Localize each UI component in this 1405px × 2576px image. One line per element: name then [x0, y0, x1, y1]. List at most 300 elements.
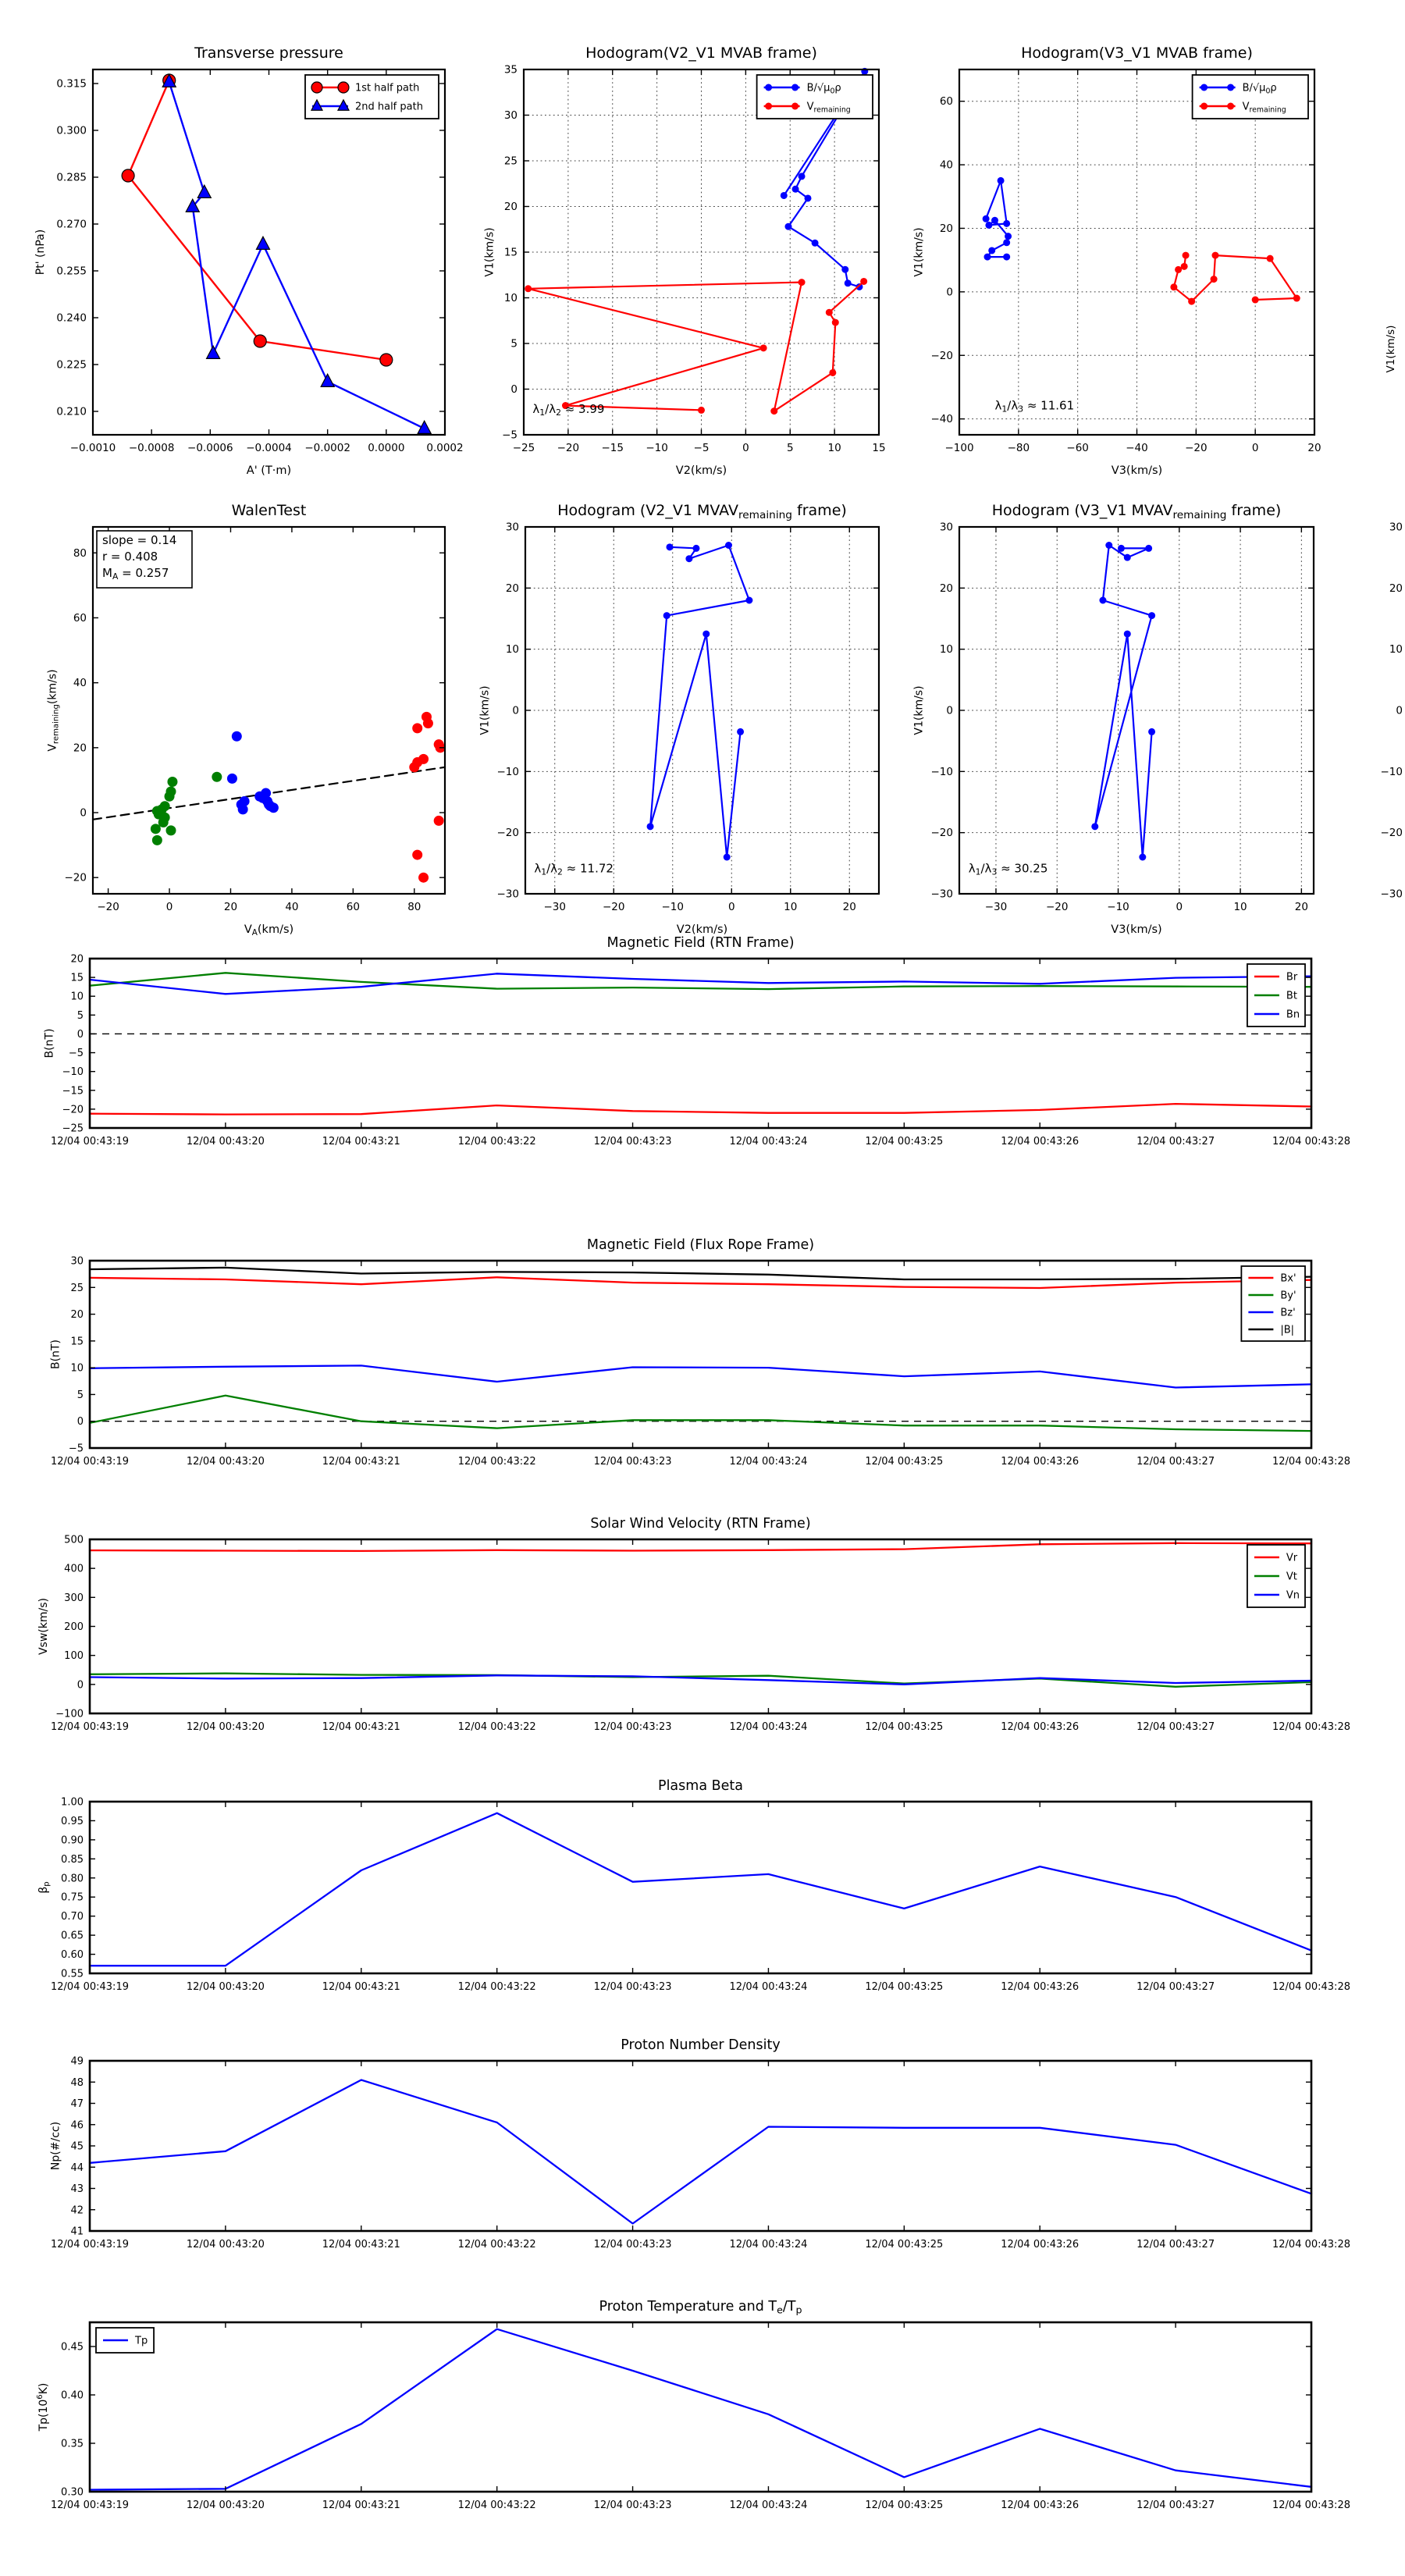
edge-y-tick-label: 30 — [1389, 521, 1403, 534]
y-tick-label: 0 — [512, 704, 519, 717]
x-tick-label: −80 — [1007, 442, 1030, 454]
point-marker — [338, 82, 349, 93]
y-tick-label: 0.60 — [61, 1949, 84, 1962]
x-tick-label: −5 — [693, 442, 710, 454]
y-tick-label: 20 — [70, 953, 84, 966]
x-tick-label: −0.0010 — [69, 442, 116, 454]
y-tick-label: 0 — [80, 806, 87, 820]
y-tick-label: 40 — [73, 677, 87, 690]
y-tick-label: 0.90 — [61, 1834, 84, 1847]
point-marker — [380, 354, 393, 366]
x-tick-label: 12/04 00:43:23 — [593, 1136, 672, 1147]
x-tick-label: 12/04 00:43:28 — [1272, 1136, 1350, 1147]
triangle-marker — [197, 185, 211, 197]
point-marker — [1124, 554, 1131, 561]
x-axis-label: $V_A(km/s)$ — [244, 923, 294, 938]
point-marker — [724, 854, 731, 861]
x-tick-label: 12/04 00:43:21 — [322, 1981, 400, 1993]
series-vt — [90, 1674, 1311, 1687]
y-tick-label: 30 — [503, 109, 518, 122]
point-marker — [1181, 263, 1188, 270]
x-tick-label: 12/04 00:43:24 — [729, 2500, 808, 2511]
edge-y-tick-label: −20 — [1380, 827, 1403, 840]
point-marker — [812, 240, 819, 247]
y-axis-label: Pt' (nPa) — [34, 229, 47, 276]
x-tick-label: 12/04 00:43:19 — [51, 1981, 129, 1993]
y-axis-label: B(nT) — [49, 1340, 62, 1369]
x-tick-label: 12/04 00:43:25 — [865, 1981, 944, 1993]
y-tick-label: 0.210 — [56, 405, 87, 418]
x-tick-label: −100 — [944, 442, 974, 454]
series-v-path — [647, 542, 753, 861]
x-tick-label: −30 — [543, 901, 566, 913]
y-axis-label: $\beta_p$ — [37, 1881, 52, 1894]
y-tick-label: 44 — [70, 2161, 84, 2174]
series-2nd-half-path — [162, 74, 431, 433]
y-tick-label: −30 — [930, 888, 953, 901]
x-tick-label: 12/04 00:43:27 — [1136, 1721, 1215, 1733]
y-tick-label: 0.270 — [56, 218, 87, 231]
x-tick-label: 0.0000 — [368, 442, 405, 454]
x-tick-label: 12/04 00:43:22 — [457, 1721, 536, 1733]
cropped-fourth-column-artifacts — [1381, 326, 1403, 901]
x-tick-label: 12/04 00:43:19 — [51, 1456, 129, 1468]
y-tick-label: 0 — [510, 383, 518, 396]
edge-y-tick-label: 0 — [1396, 704, 1403, 717]
y-tick-label: 46 — [70, 2119, 84, 2132]
y-tick-label: 30 — [939, 521, 953, 534]
y-tick-label: 0.55 — [61, 1968, 84, 1980]
y-tick-label: 47 — [70, 2098, 84, 2110]
x-tick-label: −0.0006 — [187, 442, 233, 454]
y-axis-label: $Tp(10^6K)$ — [35, 2382, 50, 2432]
y-tick-label: 20 — [505, 582, 519, 595]
point-marker — [760, 344, 767, 351]
y-axis-label: Vsw(km/s) — [37, 1597, 50, 1656]
legend-label: By' — [1280, 1290, 1297, 1302]
y-tick-label: 400 — [64, 1563, 84, 1575]
x-tick-label: 0 — [1251, 442, 1259, 454]
x-tick-label: 12/04 00:43:28 — [1272, 2500, 1350, 2511]
point-marker — [829, 369, 836, 376]
axes-frame — [90, 1539, 1311, 1713]
point-marker — [1003, 220, 1010, 227]
x-tick-label: 12/04 00:43:28 — [1272, 1721, 1350, 1733]
y-tick-label: 20 — [939, 222, 953, 235]
point-marker — [232, 731, 242, 742]
stats-line: slope = 0.14 — [102, 533, 177, 547]
y-tick-label: −5 — [502, 429, 518, 442]
x-tick-label: 12/04 00:43:26 — [1001, 2239, 1080, 2250]
y-tick-label: 80 — [73, 546, 87, 560]
y-tick-label: 43 — [70, 2183, 84, 2195]
point-marker — [1005, 233, 1012, 240]
x-tick-label: 12/04 00:43:21 — [322, 2239, 400, 2250]
x-tick-label: −40 — [1126, 442, 1148, 454]
x-tick-label: 12/04 00:43:28 — [1272, 2239, 1350, 2250]
y-axis-label: B(nT) — [43, 1028, 56, 1059]
y-tick-label: 0.85 — [61, 1853, 84, 1866]
legend-label: $V_{remaining}$ — [806, 101, 851, 115]
legend — [1247, 1545, 1305, 1607]
y-tick-label: −25 — [62, 1123, 84, 1135]
axes-frame — [90, 959, 1311, 1128]
legend-label: Bt — [1286, 990, 1297, 1002]
triangle-marker — [256, 237, 269, 249]
y-tick-label: 10 — [70, 1362, 84, 1375]
x-tick-label: 12/04 00:43:24 — [729, 1981, 808, 1993]
y-axis-label: V1(km/s) — [912, 685, 926, 735]
point-marker — [418, 754, 429, 764]
point-marker — [167, 777, 177, 787]
point-marker — [269, 802, 279, 813]
point-marker — [784, 223, 791, 230]
x-tick-label: 12/04 00:43:23 — [593, 2500, 672, 2511]
chart-title: Magnetic Field (Flux Rope Frame) — [586, 1237, 815, 1253]
x-tick-label: 12/04 00:43:27 — [1136, 1456, 1215, 1468]
x-tick-label: 12/04 00:43:20 — [186, 1136, 265, 1147]
series-b-0- — [983, 177, 1012, 261]
series--b- — [90, 1268, 1311, 1279]
x-tick-label: 12/04 00:43:25 — [865, 2239, 944, 2250]
x-tick-label: 0.0002 — [426, 442, 464, 454]
y-tick-label: 40 — [939, 158, 953, 172]
point-marker — [647, 823, 654, 830]
x-axis-label: V3(km/s) — [1111, 464, 1163, 477]
y-tick-label: 20 — [503, 201, 518, 213]
legend-label: Bn — [1286, 1009, 1300, 1021]
point-marker — [799, 279, 806, 286]
y-tick-label: 60 — [73, 611, 87, 624]
y-tick-label: 1.00 — [61, 1796, 84, 1809]
axis-ticks — [51, 2056, 1350, 2251]
x-tick-label: −10 — [1107, 901, 1129, 913]
x-tick-label: 40 — [285, 901, 299, 913]
y-tick-label: −15 — [62, 1085, 84, 1098]
x-tick-label: 12/04 00:43:21 — [322, 1456, 400, 1468]
legend — [1193, 75, 1308, 119]
chart-hodogram-v2v1-mvab — [483, 44, 885, 477]
axis-ticks — [51, 954, 1350, 1148]
point-marker — [832, 319, 839, 326]
point-marker — [152, 835, 162, 845]
x-tick-label: 12/04 00:43:20 — [186, 2500, 265, 2511]
edge-y-axis-label: V1(km/s) — [1385, 325, 1397, 373]
legend-label: |B| — [1280, 1324, 1295, 1336]
chart-plasma-beta — [37, 1778, 1350, 1993]
y-tick-label: 10 — [939, 643, 953, 656]
y-axis-label: V1(km/s) — [478, 685, 492, 735]
y-tick-label: 200 — [64, 1621, 84, 1633]
point-marker — [418, 873, 429, 883]
x-tick-label: 12/04 00:43:25 — [865, 1721, 944, 1733]
y-tick-label: 0.65 — [61, 1930, 84, 1942]
legend-label: Vr — [1286, 1552, 1298, 1564]
y-tick-label: 0.70 — [61, 1911, 84, 1923]
x-tick-label: −20 — [1045, 901, 1069, 913]
x-tick-label: 12/04 00:43:19 — [51, 1721, 129, 1733]
y-tick-label: 0.300 — [56, 124, 87, 137]
point-marker — [1200, 103, 1208, 110]
point-marker — [984, 254, 991, 261]
annotation: $\lambda_1/\lambda_2 \approx 11.72$ — [534, 861, 614, 877]
y-tick-label: −30 — [496, 888, 519, 901]
chart-hodogram-v3v1-mvab — [913, 44, 1321, 477]
legend — [1247, 964, 1305, 1026]
x-tick-label: −10 — [661, 901, 684, 913]
point-marker — [1227, 84, 1234, 91]
y-tick-label: 0.95 — [61, 1815, 84, 1827]
y-tick-label: 25 — [70, 1282, 84, 1294]
legend-label: Tp — [135, 2335, 148, 2347]
point-marker — [826, 309, 833, 316]
x-tick-label: 12/04 00:43:25 — [865, 1136, 944, 1147]
point-marker — [240, 796, 250, 806]
chart-mag-field-rtn — [44, 935, 1350, 1147]
x-tick-label: 10 — [784, 901, 798, 913]
y-tick-label: −20 — [62, 1104, 84, 1116]
legend-label: Bz' — [1280, 1307, 1296, 1319]
point-marker — [791, 103, 799, 110]
y-tick-label: 5 — [76, 1389, 84, 1401]
axis-ticks — [497, 521, 880, 914]
point-marker — [792, 186, 799, 193]
point-marker — [765, 103, 772, 110]
chart-title: Transverse pressure — [194, 44, 343, 62]
chart-walen-test — [47, 502, 446, 938]
x-axis-label: V2(km/s) — [676, 923, 728, 936]
x-tick-label: 5 — [786, 442, 794, 454]
point-marker — [781, 192, 788, 199]
x-tick-label: 12/04 00:43:23 — [593, 1721, 672, 1733]
series-v-path — [1091, 542, 1155, 861]
y-tick-label: −100 — [55, 1708, 84, 1720]
x-tick-label: 12/04 00:43:26 — [1001, 2500, 1080, 2511]
x-tick-label: 20 — [1307, 442, 1321, 454]
x-tick-label: −0.0004 — [246, 442, 292, 454]
y-tick-label: 0 — [76, 1028, 84, 1041]
x-tick-label: 12/04 00:43:26 — [1001, 1136, 1080, 1147]
point-marker — [845, 279, 852, 286]
y-tick-label: 41 — [70, 2226, 84, 2238]
edge-y-tick-label: 20 — [1389, 582, 1403, 595]
x-tick-label: 0 — [1176, 901, 1183, 913]
x-tick-label: 12/04 00:43:27 — [1136, 1136, 1215, 1147]
series-beta — [90, 1813, 1311, 1966]
x-tick-label: 12/04 00:43:21 — [322, 1721, 400, 1733]
legend-label: $V_{remaining}$ — [1242, 101, 1286, 115]
point-marker — [1200, 84, 1208, 91]
point-marker — [254, 335, 266, 347]
point-marker — [770, 407, 777, 415]
x-tick-label: 20 — [842, 901, 856, 913]
point-marker — [434, 816, 444, 826]
y-tick-label: −10 — [496, 765, 519, 778]
y-tick-label: 0 — [76, 1679, 84, 1692]
series-br — [90, 1104, 1311, 1115]
y-tick-label: 30 — [70, 1255, 84, 1268]
y-tick-label: 15 — [70, 972, 84, 984]
y-tick-label: 60 — [939, 95, 953, 109]
x-tick-label: 12/04 00:43:26 — [1001, 1981, 1080, 1993]
triangle-marker — [321, 374, 334, 386]
series-by- — [90, 1396, 1311, 1431]
y-tick-label: 0.255 — [56, 265, 87, 278]
y-axis-label: $V_{remaining}(km/s)$ — [46, 669, 61, 752]
point-marker — [1118, 545, 1125, 552]
x-tick-label: 12/04 00:43:23 — [593, 1456, 672, 1468]
triangle-marker — [207, 346, 220, 358]
y-tick-label: 0.285 — [56, 171, 87, 184]
y-tick-label: 0 — [76, 1416, 84, 1429]
point-marker — [737, 728, 744, 735]
annotation: $\lambda_1/\lambda_2 \approx 3.99$ — [532, 401, 605, 418]
y-tick-label: 0.75 — [61, 1891, 84, 1904]
point-marker — [1099, 597, 1106, 604]
legend — [1241, 1266, 1305, 1341]
y-tick-label: 300 — [64, 1592, 84, 1604]
point-marker — [985, 222, 992, 229]
chart-title: WalenTest — [231, 502, 307, 519]
point-marker — [122, 169, 134, 182]
x-tick-label: 12/04 00:43:21 — [322, 2500, 400, 2511]
x-tick-label: 12/04 00:43:22 — [457, 1456, 536, 1468]
y-tick-label: 0.240 — [56, 311, 87, 325]
axis-ticks — [931, 69, 1321, 454]
x-tick-label: −20 — [97, 901, 119, 913]
x-tick-label: 12/04 00:43:22 — [457, 1981, 536, 1993]
y-tick-label: 0.40 — [61, 2389, 84, 2402]
series-first-interval-points — [151, 772, 222, 845]
y-tick-label: 25 — [503, 155, 518, 168]
y-tick-label: 20 — [70, 1309, 84, 1322]
x-tick-label: 12/04 00:43:26 — [1001, 1721, 1080, 1733]
point-marker — [860, 278, 867, 285]
y-tick-label: −20 — [930, 349, 953, 362]
point-marker — [1145, 545, 1152, 552]
point-marker — [166, 825, 176, 835]
y-tick-label: 15 — [503, 246, 518, 259]
point-marker — [227, 774, 237, 784]
stats-line: $M_A = 0.257$ — [102, 566, 169, 582]
chart-mag-field-flux-rope — [49, 1237, 1350, 1468]
axis-ticks — [51, 1256, 1350, 1468]
point-marker — [702, 631, 710, 638]
series-tp — [90, 2329, 1311, 2490]
point-marker — [1252, 297, 1259, 304]
x-tick-label: 12/04 00:43:25 — [865, 1456, 944, 1468]
x-tick-label: 12/04 00:43:25 — [865, 2500, 944, 2511]
x-tick-label: 12/04 00:43:24 — [729, 2239, 808, 2250]
axis-ticks — [51, 1797, 1350, 1994]
y-tick-label: 10 — [70, 991, 84, 1003]
legend — [96, 2328, 154, 2353]
y-tick-label: 0 — [946, 704, 953, 717]
y-tick-label: 15 — [70, 1336, 84, 1348]
point-marker — [1175, 266, 1182, 273]
grid-lines — [959, 527, 1314, 894]
x-tick-label: 12/04 00:43:20 — [186, 1721, 265, 1733]
x-tick-label: 20 — [1294, 901, 1308, 913]
point-marker — [991, 217, 998, 224]
y-tick-label: 0.80 — [61, 1873, 84, 1885]
point-marker — [666, 543, 673, 550]
series-np — [90, 2080, 1311, 2224]
x-tick-label: 12/04 00:43:24 — [729, 1456, 808, 1468]
y-tick-label: −10 — [930, 765, 953, 778]
legend-label: Vn — [1286, 1589, 1300, 1602]
point-marker — [745, 597, 752, 604]
x-tick-label: 12/04 00:43:21 — [322, 1136, 400, 1147]
y-tick-label: 48 — [70, 2076, 84, 2089]
x-tick-label: 12/04 00:43:22 — [457, 2239, 536, 2250]
series-vr — [90, 1543, 1311, 1551]
point-marker — [685, 555, 692, 562]
y-tick-label: −40 — [930, 413, 953, 426]
point-marker — [412, 850, 422, 860]
series-vremaining — [525, 278, 867, 415]
y-tick-label: 0.45 — [61, 2341, 84, 2354]
legend-label: Vt — [1286, 1571, 1297, 1583]
y-tick-label: 0.225 — [56, 358, 87, 372]
chart-title: Plasma Beta — [658, 1778, 743, 1794]
x-tick-label: −15 — [601, 442, 624, 454]
x-tick-label: 12/04 00:43:22 — [457, 2500, 536, 2511]
axes-frame — [90, 2061, 1311, 2231]
x-tick-label: 0 — [727, 901, 735, 913]
x-axis-label: V2(km/s) — [675, 464, 727, 477]
x-tick-label: 12/04 00:43:19 — [51, 2500, 129, 2511]
y-tick-label: 0.35 — [61, 2438, 84, 2450]
point-marker — [1170, 283, 1177, 290]
chart-hodogram-v2v1-mvav — [479, 502, 879, 936]
point-marker — [212, 772, 222, 782]
point-marker — [698, 407, 705, 414]
point-marker — [1148, 728, 1155, 735]
axis-ticks — [56, 69, 463, 454]
x-tick-label: 12/04 00:43:22 — [457, 1136, 536, 1147]
x-tick-label: 12/04 00:43:27 — [1136, 2500, 1215, 2511]
x-tick-label: 20 — [223, 901, 238, 913]
point-marker — [311, 82, 322, 93]
x-tick-label: 12/04 00:43:27 — [1136, 2239, 1215, 2250]
x-tick-label: 12/04 00:43:19 — [51, 1136, 129, 1147]
x-tick-label: 12/04 00:43:28 — [1272, 1981, 1350, 1993]
chart-proton-temperature — [36, 2299, 1350, 2511]
point-marker — [791, 84, 799, 91]
edge-y-tick-label: −10 — [1380, 765, 1403, 778]
y-tick-label: −20 — [930, 827, 953, 840]
chart-title: Solar Wind Velocity (RTN Frame) — [590, 1516, 811, 1532]
chart-title: Hodogram (V2_V1 $MVAV_{remaining}$ frame) — [557, 502, 847, 521]
x-tick-label: 12/04 00:43:24 — [729, 1136, 808, 1147]
y-tick-label: 10 — [505, 643, 519, 656]
point-marker — [841, 266, 848, 273]
point-marker — [1183, 252, 1190, 259]
x-tick-label: −60 — [1066, 442, 1089, 454]
y-tick-label: 20 — [73, 742, 87, 755]
stats-line: r = 0.408 — [102, 550, 158, 564]
point-marker — [160, 813, 170, 823]
y-tick-label: 30 — [505, 521, 519, 534]
series-middle-interval-points — [227, 731, 279, 815]
legend — [305, 75, 439, 119]
series-vremaining — [1170, 252, 1300, 305]
y-tick-label: 20 — [939, 582, 953, 595]
point-marker — [1227, 103, 1234, 110]
x-tick-label: −20 — [557, 442, 580, 454]
x-tick-label: 15 — [872, 442, 886, 454]
